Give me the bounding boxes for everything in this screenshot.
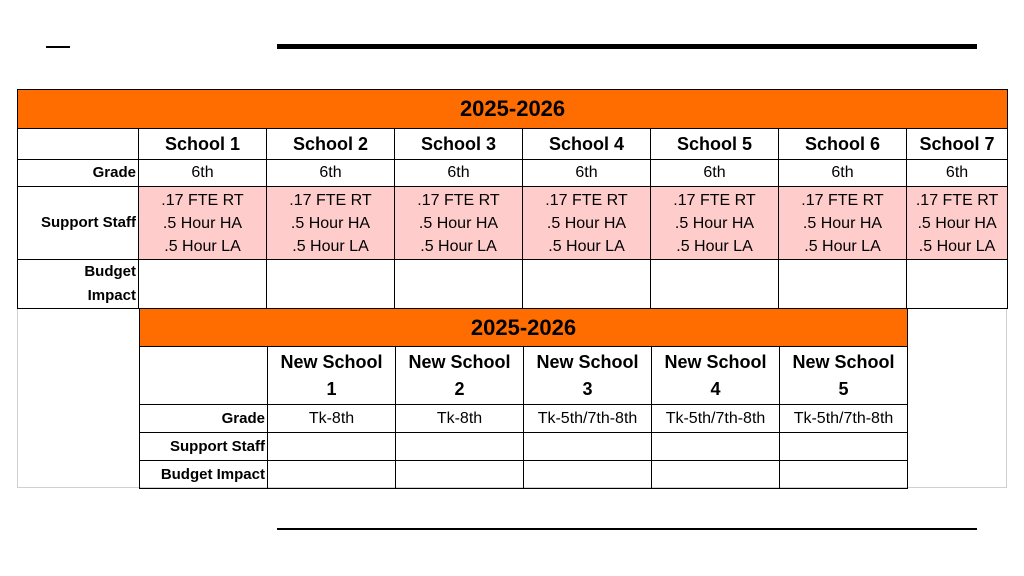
table1-grade-cell: 6th xyxy=(907,160,1008,187)
support-item: .17 FTE RT xyxy=(801,191,884,209)
table1-school-header: School 2 xyxy=(267,129,395,160)
table1-budget-cell xyxy=(907,260,1008,309)
school-number-line: 3 xyxy=(582,378,593,399)
support-item: .5 Hour HA xyxy=(546,214,627,232)
title-placeholder-rule xyxy=(46,46,70,48)
table2-support-cell xyxy=(524,433,652,461)
table1-grade-cell: 6th xyxy=(139,160,267,187)
support-item: .5 Hour HA xyxy=(674,214,755,232)
table2-school-header xyxy=(268,347,396,405)
support-item: .17 FTE RT xyxy=(673,191,756,209)
budget-label-line: Impact xyxy=(87,287,136,304)
table2-grade-cell: Tk-5th/7th-8th xyxy=(524,405,652,433)
support-item: .5 Hour HA xyxy=(802,214,883,232)
table1-grade-cell: 6th xyxy=(779,160,907,187)
table2-school-header xyxy=(396,347,524,405)
table1-support-cell xyxy=(139,187,267,260)
table1-grade-cell: 6th xyxy=(395,160,523,187)
table1-corner-cell xyxy=(18,129,139,160)
support-item: .5 Hour LA xyxy=(548,237,625,255)
table2-support-cell xyxy=(780,433,908,461)
support-item: .17 FTE RT xyxy=(289,191,372,209)
support-item: .5 Hour LA xyxy=(676,237,753,255)
support-item: .17 FTE RT xyxy=(161,191,244,209)
support-item: .5 Hour LA xyxy=(804,237,881,255)
table2-grade-label: Grade xyxy=(140,405,268,433)
table1-support-cell xyxy=(395,187,523,260)
table2-budget-cell xyxy=(524,461,652,489)
table1-budget-cell xyxy=(395,260,523,309)
table2-support-cell xyxy=(268,433,396,461)
table-frame-right xyxy=(1006,308,1007,488)
support-item: .5 Hour HA xyxy=(290,214,371,232)
table2-grade-cell: Tk-8th xyxy=(396,405,524,433)
table2-school-header xyxy=(652,347,780,405)
table2-school-header xyxy=(524,347,652,405)
table1-grade-label: Grade xyxy=(18,160,139,187)
table1-grade-cell: 6th xyxy=(523,160,651,187)
table1-budget-cell xyxy=(651,260,779,309)
table1-support-row xyxy=(18,187,1008,260)
table1-support-cell xyxy=(651,187,779,260)
support-item: .5 Hour LA xyxy=(420,237,497,255)
support-item: .5 Hour LA xyxy=(292,237,369,255)
school-number-line: 4 xyxy=(710,378,721,399)
support-item: .5 Hour HA xyxy=(162,214,243,232)
table2-corner-cell xyxy=(140,347,268,405)
table1-budget-cell xyxy=(267,260,395,309)
table2-grade-cell: Tk-5th/7th-8th xyxy=(652,405,780,433)
table1-budget-cell xyxy=(779,260,907,309)
school-name-line: New School xyxy=(664,351,767,372)
school-name-line: New School xyxy=(280,351,383,372)
table1-school-header: School 6 xyxy=(779,129,907,160)
table1-budget-cell xyxy=(139,260,267,309)
table2-support-cell xyxy=(652,433,780,461)
table2-budget-row xyxy=(140,461,908,489)
table1-year-header: 2025-2026 xyxy=(18,90,1008,129)
bottom-decorative-rule xyxy=(277,528,977,530)
top-decorative-rule xyxy=(277,44,977,49)
support-item: .5 Hour HA xyxy=(917,214,997,232)
table1-budget-row xyxy=(18,260,1008,309)
school-name-line: New School xyxy=(536,351,639,372)
support-item: .5 Hour HA xyxy=(418,214,499,232)
school-number-line: 5 xyxy=(838,378,849,399)
table1-support-cell xyxy=(523,187,651,260)
school-name-line: New School xyxy=(792,351,895,372)
school-number-line: 1 xyxy=(326,378,337,399)
table2-support-cell xyxy=(396,433,524,461)
table1-budget-label xyxy=(18,260,139,309)
table2-budget-cell xyxy=(268,461,396,489)
table1-support-label: Support Staff xyxy=(18,187,139,260)
table2-year-header: 2025-2026 xyxy=(140,309,908,347)
table2-school-header xyxy=(780,347,908,405)
table1-school-header: School 1 xyxy=(139,129,267,160)
table2-support-row xyxy=(140,433,908,461)
support-item: .17 FTE RT xyxy=(915,191,999,209)
table2-grade-cell: Tk-5th/7th-8th xyxy=(780,405,908,433)
current-schools-table xyxy=(17,89,1008,309)
table2-budget-cell xyxy=(396,461,524,489)
table1-school-header: School 3 xyxy=(395,129,523,160)
support-item: .17 FTE RT xyxy=(417,191,500,209)
table1-support-cell xyxy=(907,187,1008,260)
table2-grade-cell: Tk-8th xyxy=(268,405,396,433)
budget-label-line: Budget xyxy=(84,263,136,280)
table1-school-header-row xyxy=(18,129,1008,160)
table1-support-cell xyxy=(779,187,907,260)
table1-grade-row xyxy=(18,160,1008,187)
table2-budget-label: Budget Impact xyxy=(140,461,268,489)
table-frame-left xyxy=(17,308,18,488)
table1-school-header: School 4 xyxy=(523,129,651,160)
table2-support-label: Support Staff xyxy=(140,433,268,461)
table1-grade-cell: 6th xyxy=(651,160,779,187)
table1-grade-cell: 6th xyxy=(267,160,395,187)
new-schools-table xyxy=(139,308,908,489)
table1-school-header: School 5 xyxy=(651,129,779,160)
support-item: .5 Hour LA xyxy=(918,237,996,255)
school-name-line: New School xyxy=(408,351,511,372)
support-item: .17 FTE RT xyxy=(545,191,628,209)
support-item: .5 Hour LA xyxy=(164,237,241,255)
table1-budget-cell xyxy=(523,260,651,309)
table2-budget-cell xyxy=(780,461,908,489)
table2-school-header-row xyxy=(140,347,908,405)
table1-school-header: School 7 xyxy=(907,129,1008,160)
table1-support-cell xyxy=(267,187,395,260)
school-number-line: 2 xyxy=(454,378,465,399)
table2-grade-row xyxy=(140,405,908,433)
table2-budget-cell xyxy=(652,461,780,489)
